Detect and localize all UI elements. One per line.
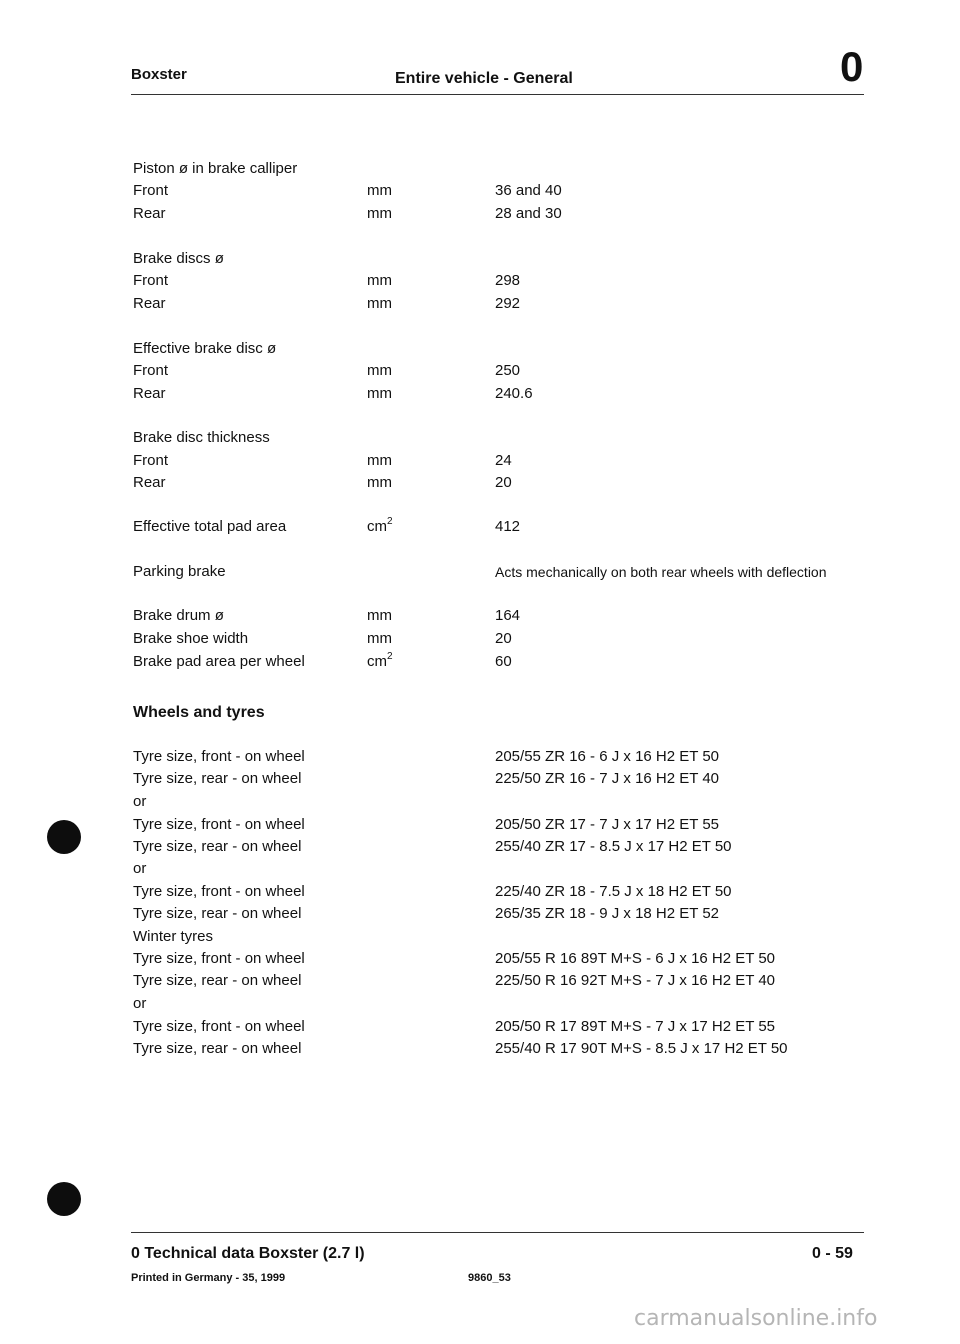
spec-value: 225/50 ZR 16 - 7 J x 16 H2 ET 40 (495, 770, 720, 787)
spec-value: 412 (495, 518, 521, 535)
spec-unit (367, 450, 392, 472)
spec-value: 255/40 R 17 90T M+S - 8.5 J x 17 H2 ET 50 (495, 1040, 788, 1057)
spec-row (0, 746, 960, 768)
spec-row (0, 293, 960, 315)
spec-row (0, 993, 960, 1015)
spec-value: 298 (495, 272, 521, 289)
spec-value: 292 (495, 295, 521, 312)
spec-row (0, 768, 960, 790)
spec-unit (367, 605, 392, 627)
spec-label: Brake shoe width (133, 630, 249, 647)
spec-unit-text: mm (367, 295, 392, 312)
spec-unit-text: mm (367, 362, 392, 379)
spec-row (0, 651, 960, 673)
spec-row (0, 814, 960, 836)
spec-row (0, 450, 960, 472)
footer-divider (131, 1232, 864, 1233)
spec-label: Tyre size, front - on wheel (133, 748, 305, 765)
spec-label: Tyre size, rear - on wheel (133, 770, 302, 787)
spec-value: Acts mechanically on both rear wheels with deflection (495, 564, 827, 580)
spec-label: or (133, 995, 147, 1012)
spec-value: 265/35 ZR 18 - 9 J x 18 H2 ET 52 (495, 905, 720, 922)
spec-label: Brake discs ø (133, 250, 224, 267)
header-model: Boxster (131, 66, 187, 83)
spec-unit-text: mm (367, 182, 392, 199)
spec-value: 36 and 40 (495, 182, 562, 199)
spec-row (0, 791, 960, 813)
spec-unit (367, 360, 392, 382)
spec-unit-text: cm (367, 653, 387, 670)
spec-label: Tyre size, front - on wheel (133, 1018, 305, 1035)
spec-label: Front (133, 182, 169, 199)
spec-row (0, 203, 960, 225)
spec-label: Brake pad area per wheel (133, 653, 305, 670)
spec-label: Tyre size, rear - on wheel (133, 972, 302, 989)
spec-label: Tyre size, front - on wheel (133, 950, 305, 967)
spec-unit-text: mm (367, 607, 392, 624)
spec-label: Effective brake disc ø (133, 340, 277, 357)
footer-document-code: 9860_53 (468, 1272, 511, 1284)
spec-row (0, 881, 960, 903)
spec-label: Front (133, 362, 169, 379)
spec-unit-text: mm (367, 205, 392, 222)
spec-unit (367, 293, 392, 315)
spec-row (0, 360, 960, 382)
spec-row (0, 926, 960, 948)
spec-label: Tyre size, front - on wheel (133, 883, 305, 900)
spec-row (0, 472, 960, 494)
spec-label: Rear (133, 295, 166, 312)
footer-page-number: 0 - 59 (812, 1245, 853, 1262)
spec-row (0, 970, 960, 992)
spec-row (0, 516, 960, 538)
spec-value: 205/50 ZR 17 - 7 J x 17 H2 ET 55 (495, 816, 720, 833)
spec-unit-exponent: 2 (387, 651, 393, 662)
spec-label: Parking brake (133, 563, 226, 580)
spec-label: or (133, 860, 147, 877)
spec-unit-text: mm (367, 630, 392, 647)
spec-row (0, 948, 960, 970)
spec-unit (367, 516, 393, 538)
spec-row (0, 1038, 960, 1060)
header-section-title: Entire vehicle - General (395, 70, 573, 87)
footer-document-title: 0 Technical data Boxster (2.7 l) (131, 1245, 365, 1262)
spec-value: 164 (495, 607, 521, 624)
spec-row (0, 605, 960, 627)
spec-unit (367, 472, 392, 494)
spec-row (0, 338, 960, 360)
spec-value: 205/55 ZR 16 - 6 J x 16 H2 ET 50 (495, 748, 720, 765)
spec-label: or (133, 793, 147, 810)
spec-label: Brake drum ø (133, 607, 224, 624)
spec-value: 28 and 30 (495, 205, 562, 222)
header-chapter-number: 0 (840, 43, 864, 90)
spec-unit-text: cm (367, 518, 387, 535)
spec-unit (367, 628, 392, 650)
spec-unit-text: mm (367, 452, 392, 469)
spec-value: 240.6 (495, 385, 533, 402)
spec-value: 60 (495, 653, 512, 670)
spec-row (0, 383, 960, 405)
spec-label: Tyre size, rear - on wheel (133, 1040, 302, 1057)
spec-value: 255/40 ZR 17 - 8.5 J x 17 H2 ET 50 (495, 838, 732, 855)
spec-row (0, 248, 960, 270)
spec-label: Tyre size, rear - on wheel (133, 905, 302, 922)
punch-hole-icon (47, 820, 81, 854)
spec-row (0, 858, 960, 880)
spec-value: 205/50 R 17 89T M+S - 7 J x 17 H2 ET 55 (495, 1018, 776, 1035)
spec-unit-text: mm (367, 474, 392, 491)
spec-label: Front (133, 272, 169, 289)
spec-label: Tyre size, front - on wheel (133, 816, 305, 833)
spec-row (0, 427, 960, 449)
spec-unit-exponent: 2 (387, 516, 393, 527)
spec-label: Winter tyres (133, 928, 214, 945)
spec-label: Piston ø in brake calliper (133, 160, 298, 177)
spec-value: 225/50 R 16 92T M+S - 7 J x 16 H2 ET 40 (495, 972, 776, 989)
spec-unit (367, 651, 393, 673)
footer-print-info: Printed in Germany - 35, 1999 (131, 1272, 286, 1284)
spec-label: Effective total pad area (133, 518, 287, 535)
spec-unit (367, 383, 392, 405)
header-divider (131, 94, 864, 95)
spec-row (0, 561, 960, 583)
spec-row (0, 180, 960, 202)
spec-label: Front (133, 452, 169, 469)
section-heading-row (0, 702, 960, 724)
spec-label: Rear (133, 385, 166, 402)
spec-row (0, 836, 960, 858)
spec-label: Rear (133, 205, 166, 222)
spec-unit-text: mm (367, 272, 392, 289)
spec-label: Brake disc thickness (133, 429, 270, 446)
spec-unit-text: mm (367, 385, 392, 402)
section-heading: Wheels and tyres (133, 704, 265, 721)
spec-row (0, 1016, 960, 1038)
spec-label: Tyre size, rear - on wheel (133, 838, 302, 855)
spec-row (0, 270, 960, 292)
spec-row (0, 628, 960, 650)
spec-unit (367, 180, 392, 202)
spec-value: 250 (495, 362, 521, 379)
spec-unit (367, 270, 392, 292)
watermark-link[interactable]: carmanualsonline.info (634, 1306, 878, 1331)
spec-row (0, 158, 960, 180)
spec-value: 205/55 R 16 89T M+S - 6 J x 16 H2 ET 50 (495, 950, 776, 967)
spec-label: Rear (133, 474, 166, 491)
spec-value: 20 (495, 474, 512, 491)
spec-unit (367, 203, 392, 225)
punch-hole-icon (47, 1182, 81, 1216)
spec-value: 225/40 ZR 18 - 7.5 J x 18 H2 ET 50 (495, 883, 732, 900)
spec-value: 20 (495, 630, 512, 647)
spec-value: 24 (495, 452, 512, 469)
spec-row (0, 903, 960, 925)
